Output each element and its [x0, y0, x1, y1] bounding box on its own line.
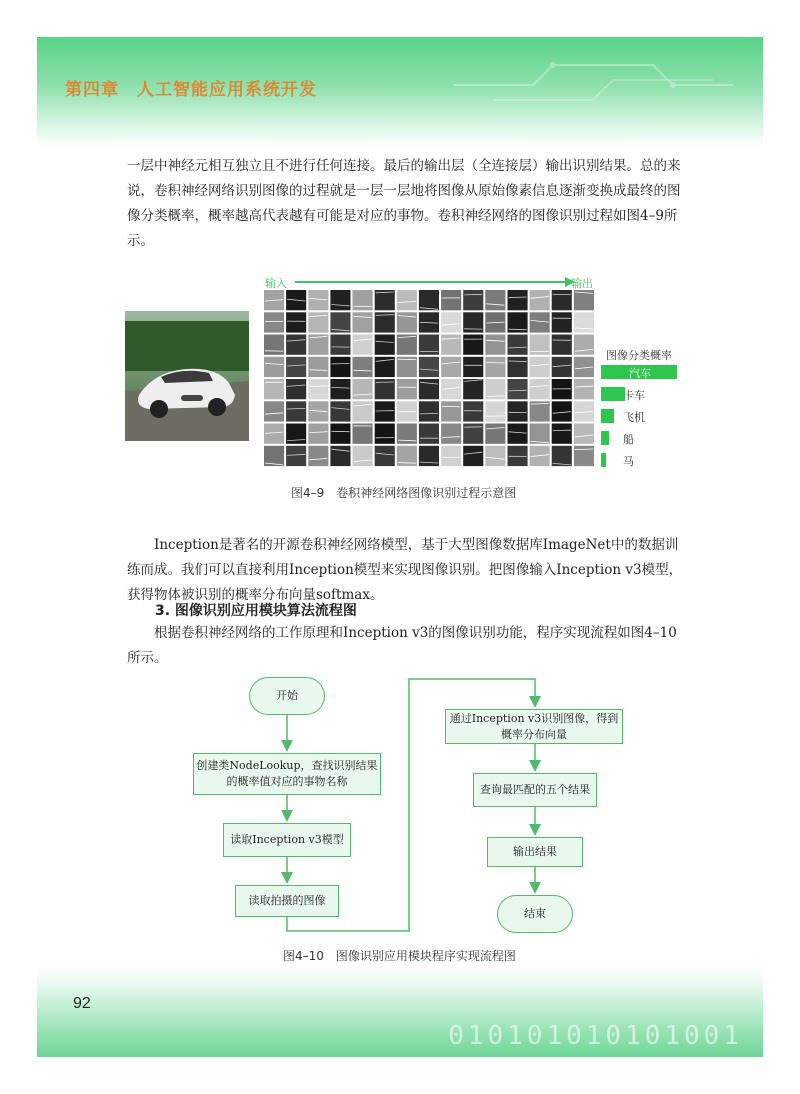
page-number: 92 [73, 995, 91, 1012]
feature-map-tile [552, 335, 572, 355]
probability-label: 飞机 [623, 411, 645, 424]
figure-4-9-caption: 图4–9 卷积神经网络图像识别过程示意图 [291, 486, 517, 500]
feature-map-tile [441, 424, 461, 444]
flow-node-read-image: 读取拍摄的图像 [235, 885, 339, 917]
circuit-decoration [453, 45, 733, 105]
feature-map-tile [353, 357, 373, 377]
feature-map-tile [286, 446, 306, 466]
body-paragraph-1: 一层中神经元相互独立且不进行任何连接。最后的输出层（全连接层）输出识别结果。总的来说，卷积神经网络识别图像的过程就是一层一层地将图像从原始像素信息逐渐变换成最终的图像分类概率，概率越高代表越有可能是对应的事物。卷积神经网络的图像识别过程如图4–9所示。 [127, 158, 681, 249]
feature-map-tile [508, 335, 528, 355]
feature-map-tile [485, 290, 505, 310]
feature-map-tile [530, 379, 550, 399]
probability-label: 马 [623, 455, 634, 468]
feature-map-tile [286, 357, 306, 377]
feature-map-tile [574, 335, 594, 355]
feature-map-texture [509, 329, 527, 330]
feature-map-tile [286, 312, 306, 332]
body-paragraph-2: Inception是著名的开源卷积神经网络模型，基于大型图像数据库ImageNet中的数据训练而成。我们可以直接利用Inception模型来实现图像识别。把图像输入Inception v3模型，获得物体被识别的概率分布向量softmax。 [127, 537, 683, 603]
feature-map-tile [397, 290, 417, 310]
probability-label: 汽车 [629, 367, 651, 380]
feature-map-tile [264, 312, 284, 332]
output-label: 输出 [571, 277, 593, 290]
feature-map-tile [353, 312, 373, 332]
probability-bar [601, 387, 625, 401]
feature-map-tile [441, 357, 461, 377]
body-paragraph-3: 根据卷积神经网络的工作原理和Inception v3的图像识别功能，程序实现流程如图4–10所示。 [127, 625, 677, 666]
feature-map-tile [441, 290, 461, 310]
car-photo [125, 311, 249, 441]
feature-map-tile [264, 401, 284, 421]
input-output-arrow [265, 275, 605, 289]
feature-map-tile [552, 424, 572, 444]
feature-map-tile [441, 401, 461, 421]
feature-map-tile [308, 424, 328, 444]
feature-map-tile [353, 335, 373, 355]
feature-map-tile [353, 290, 373, 310]
feature-map-tile [508, 290, 528, 310]
feature-map-tile [419, 424, 439, 444]
feature-map-tile [530, 290, 550, 310]
feature-map-tile [552, 446, 572, 466]
feature-map-tile [441, 312, 461, 332]
figure-4-10-flowchart [187, 677, 627, 947]
feature-map-tile [463, 379, 483, 399]
feature-map-tile [330, 379, 350, 399]
feature-map-tile [530, 312, 550, 332]
probability-bar [601, 409, 614, 423]
feature-map-tile [463, 357, 483, 377]
feature-map-tile [441, 335, 461, 355]
chapter-title: 第四章 人工智能应用系统开发 [65, 80, 317, 100]
feature-map-tile [353, 379, 373, 399]
feature-map-tile [508, 357, 528, 377]
feature-map-tile [330, 401, 350, 421]
feature-map-tile [530, 424, 550, 444]
feature-map-tile [574, 424, 594, 444]
feature-map-tile [375, 401, 395, 421]
flow-node-output: 输出结果 [487, 837, 583, 867]
probability-label: 卡车 [623, 389, 645, 402]
input-label: 输入 [265, 277, 287, 290]
feature-map-tile [485, 401, 505, 421]
feature-map-tile [397, 379, 417, 399]
feature-map-tile [286, 335, 306, 355]
feature-map-tile [530, 357, 550, 377]
feature-map-tile [330, 424, 350, 444]
flow-node-read-model: 读取Inception v3模型 [223, 823, 351, 857]
feature-map-tile [485, 335, 505, 355]
feature-map-tile [463, 290, 483, 310]
feature-map-tile [330, 290, 350, 310]
probability-bar [601, 453, 606, 467]
feature-map-tile [552, 357, 572, 377]
feature-map-tile [463, 401, 483, 421]
flow-node-query-top5: 查询最匹配的五个结果 [473, 773, 597, 807]
feature-map-tile [485, 357, 505, 377]
feature-maps-grid [263, 289, 595, 467]
header-band [37, 37, 763, 147]
feature-map-tile [264, 335, 284, 355]
feature-map-tile [419, 401, 439, 421]
feature-map-tile [463, 312, 483, 332]
probability-bar [601, 431, 609, 445]
feature-map-texture [486, 363, 504, 364]
feature-map-tile [508, 379, 528, 399]
feature-map-tile [286, 379, 306, 399]
feature-map-tile [330, 446, 350, 466]
feature-map-tile [308, 379, 328, 399]
feature-map-tile [441, 446, 461, 466]
figure-4-10-caption: 图4–10 图像识别应用模块程序实现流程图 [283, 949, 516, 963]
feature-map-tile [508, 424, 528, 444]
figure-4-9 [125, 275, 685, 475]
feature-map-tile [286, 401, 306, 421]
feature-map-tile [330, 335, 350, 355]
footer-decor-digits: 010101010101001 [448, 1021, 743, 1051]
feature-map-tile [308, 357, 328, 377]
feature-map-tile [485, 446, 505, 466]
feature-map-tile [485, 424, 505, 444]
feature-map-tile [419, 290, 439, 310]
feature-map-tile [574, 312, 594, 332]
flow-node-recognize: 通过Inception v3识别图像，得到概率分布向量 [445, 709, 623, 744]
feature-map-tile [574, 379, 594, 399]
feature-map-tile [552, 401, 572, 421]
feature-map-tile [264, 357, 284, 377]
section-heading: 3. 图像识别应用模块算法流程图 [155, 603, 357, 619]
flow-node-create-lookup: 创建类NodeLookup，查找识别结果的概率值对应的事物名称 [193, 753, 381, 795]
feature-map-tile [552, 290, 572, 310]
textbook-page [37, 37, 763, 1057]
feature-map-tile [353, 446, 373, 466]
feature-map-tile [552, 312, 572, 332]
flow-node-start: 开始 [249, 677, 325, 715]
feature-map-tile [375, 424, 395, 444]
feature-map-tile [308, 446, 328, 466]
feature-map-texture [486, 396, 504, 397]
feature-map-tile [308, 290, 328, 310]
feature-map-tile [419, 357, 439, 377]
feature-map-tile [375, 446, 395, 466]
flow-node-end: 结束 [497, 895, 573, 933]
probability-label: 船 [623, 433, 634, 446]
feature-map-tile [508, 401, 528, 421]
feature-map-tile [463, 335, 483, 355]
probability-title: 图像分类概率 [606, 349, 672, 362]
feature-map-tile [353, 424, 373, 444]
feature-map-tile [463, 446, 483, 466]
feature-map-tile [375, 335, 395, 355]
feature-map-texture [420, 413, 438, 414]
footer-band [37, 967, 763, 1057]
feature-map-tile [330, 357, 350, 377]
